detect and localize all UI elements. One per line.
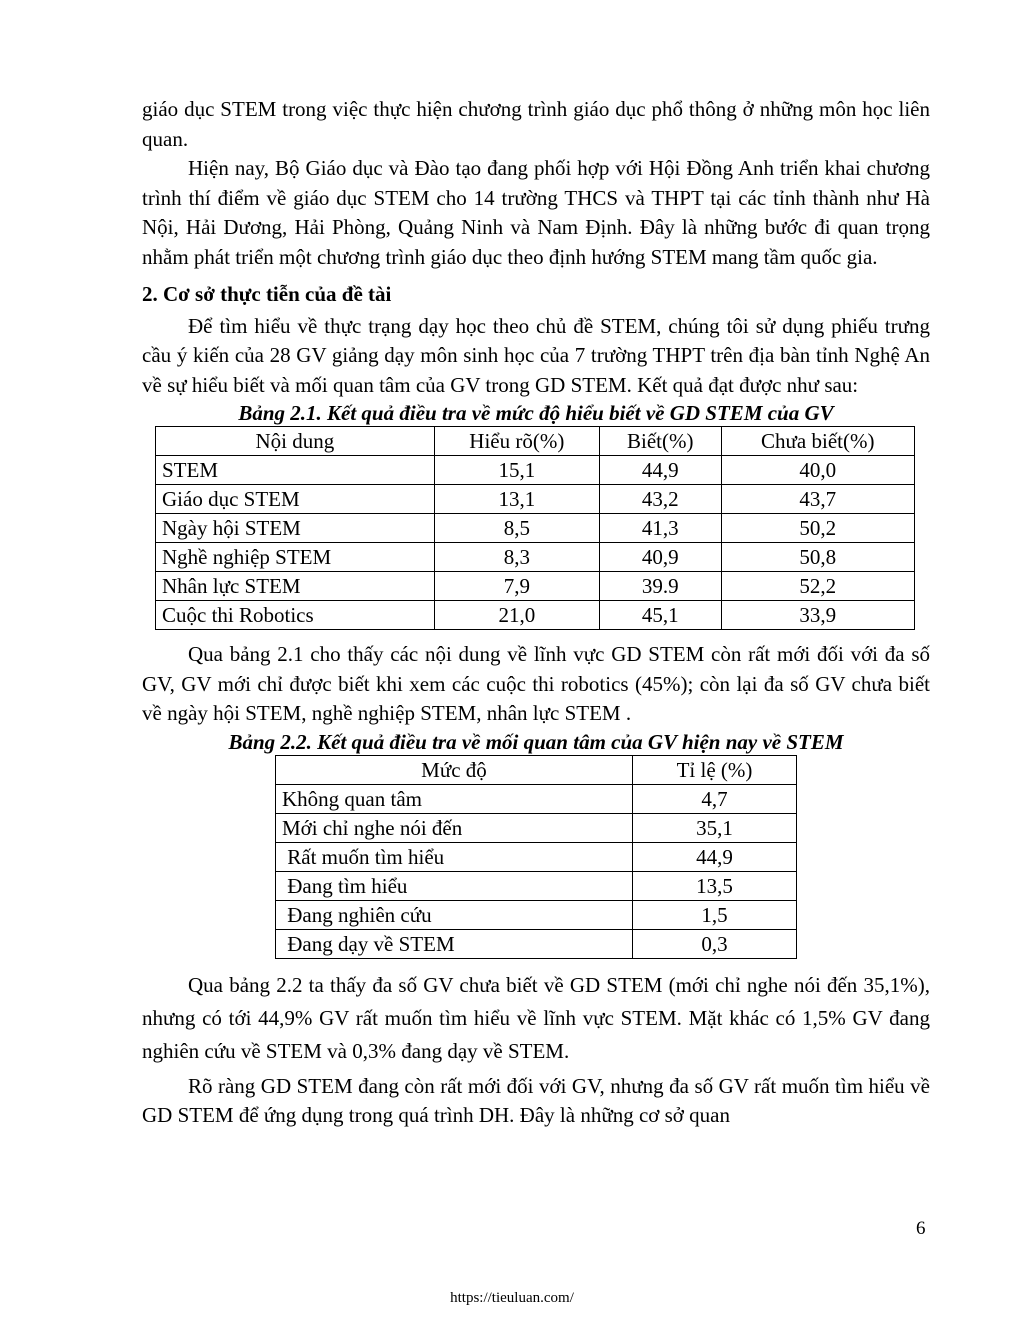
table-cell: 52,2 bbox=[721, 572, 914, 601]
table-cell-label: Nghề nghiệp STEM bbox=[156, 543, 435, 572]
table-cell: 21,0 bbox=[434, 601, 599, 630]
table-cell: 35,1 bbox=[632, 813, 796, 842]
table-cell: 1,5 bbox=[632, 900, 796, 929]
table-row bbox=[156, 514, 915, 543]
table-row bbox=[276, 842, 797, 871]
table-header-cell: Biết(%) bbox=[599, 427, 721, 456]
table-row bbox=[276, 784, 797, 813]
table-cell-label: Mới chỉ nghe nói đến bbox=[276, 813, 633, 842]
table-cell: 13,5 bbox=[632, 871, 796, 900]
table-cell: 39.9 bbox=[599, 572, 721, 601]
table-cell: 44,9 bbox=[599, 456, 721, 485]
table-cell-label: Nhân lực STEM bbox=[156, 572, 435, 601]
table-row bbox=[276, 929, 797, 958]
table-row bbox=[276, 813, 797, 842]
table-cell: 33,9 bbox=[721, 601, 914, 630]
table-cell-label: Đang dạy về STEM bbox=[276, 929, 633, 958]
table1-caption: Bảng 2.1. Kết quả điều tra về mức độ hiểu biết về GD STEM của GV bbox=[238, 401, 834, 425]
table-header-cell: Chưa biết(%) bbox=[721, 427, 914, 456]
table-row bbox=[156, 456, 915, 485]
table-cell: 50,2 bbox=[721, 514, 914, 543]
table-cell-label: Cuộc thi Robotics bbox=[156, 601, 435, 630]
table-cell: 43,2 bbox=[599, 485, 721, 514]
page-number: 6 bbox=[916, 1218, 926, 1239]
table-cell: 44,9 bbox=[632, 842, 796, 871]
table-row bbox=[156, 601, 915, 630]
table-cell: 41,3 bbox=[599, 514, 721, 543]
table-row bbox=[276, 871, 797, 900]
table-cell-label: Ngày hội STEM bbox=[156, 514, 435, 543]
table-interest bbox=[275, 755, 797, 959]
paragraph-conclusion: Rõ ràng GD STEM đang còn rất mới đối với GV, nhưng đa số GV rất muốn tìm hiểu về GD STEM để ứng dụng trong quá trình DH. Đây là những cơ sở quan bbox=[142, 1073, 930, 1127]
footer-url: https://tieuluan.com/ bbox=[450, 1290, 574, 1306]
paragraph-table2-analysis: Qua bảng 2.2 ta thấy đa số GV chưa biết về GD STEM (mới chỉ nghe nói đến 35,1%), nhưng có tới 44,9% GV rất muốn tìm hiểu về lĩnh vực STEM. Mặt khác có 1,5% GV đang nghiên cứu về STEM và 0,3% đang dạy về STEM. bbox=[142, 972, 930, 1063]
table2-caption: Bảng 2.2. Kết quả điều tra về mối quan tâm của GV hiện nay về STEM bbox=[228, 729, 844, 754]
table-cell: 40,0 bbox=[721, 456, 914, 485]
table-header-cell: Hiểu rõ(%) bbox=[434, 427, 599, 456]
paragraph-survey-intro: Để tìm hiểu về thực trạng dạy học theo chủ đề STEM, chúng tôi sử dụng phiếu trưng cầu ý kiến của 28 GV giảng dạy môn sinh học của 7 trường THPT trên địa bàn tỉnh Nghệ An về sự hiểu biết và mối quan tâm của GV trong GD STEM. Kết quả đạt được như sau: bbox=[142, 313, 930, 397]
table-row bbox=[156, 485, 915, 514]
table-understanding bbox=[155, 426, 915, 630]
table-cell: 43,7 bbox=[721, 485, 914, 514]
table-cell-label: Đang tìm hiểu bbox=[276, 871, 633, 900]
table-cell: 4,7 bbox=[632, 784, 796, 813]
table-cell-label: Rất muốn tìm hiểu bbox=[276, 842, 633, 871]
table-cell: 0,3 bbox=[632, 929, 796, 958]
table-cell: 15,1 bbox=[434, 456, 599, 485]
table-header-row bbox=[276, 755, 797, 784]
table-row bbox=[156, 543, 915, 572]
table-header-cell: Nội dung bbox=[156, 427, 435, 456]
table-row bbox=[156, 572, 915, 601]
table-row bbox=[276, 900, 797, 929]
table-cell: 45,1 bbox=[599, 601, 721, 630]
table-cell-label: Giáo dục STEM bbox=[156, 485, 435, 514]
table-cell-label: STEM bbox=[156, 456, 435, 485]
table-cell: 8,3 bbox=[434, 543, 599, 572]
table-cell: 50,8 bbox=[721, 543, 914, 572]
table-header-cell: Mức độ bbox=[276, 755, 633, 784]
document-page bbox=[142, 95, 930, 1131]
paragraph-intro-continued: giáo dục STEM trong việc thực hiện chương trình giáo dục phổ thông ở những môn học liên quan. bbox=[142, 97, 930, 151]
section-heading: 2. Cơ sở thực tiễn của đề tài bbox=[142, 282, 392, 306]
table-cell: 7,9 bbox=[434, 572, 599, 601]
table-header-cell: Tỉ lệ (%) bbox=[632, 755, 796, 784]
table-header-row bbox=[156, 427, 915, 456]
table-cell-label: Đang nghiên cứu bbox=[276, 900, 633, 929]
paragraph-table1-analysis: Qua bảng 2.1 cho thấy các nội dung về lĩnh vực GD STEM còn rất mới đối với đa số GV, GV mới chỉ được biết khi xem các cuộc thi robotics (45%); còn lại đa số GV chưa biết về ngày hội STEM, nghề nghiệp STEM, nhân lực STEM . bbox=[142, 642, 930, 725]
table-cell-label: Không quan tâm bbox=[276, 784, 633, 813]
table-cell: 40,9 bbox=[599, 543, 721, 572]
table-cell: 8,5 bbox=[434, 514, 599, 543]
table-cell: 13,1 bbox=[434, 485, 599, 514]
paragraph-pilot-program: Hiện nay, Bộ Giáo dục và Đào tạo đang phối hợp với Hội Đồng Anh triển khai chương trình thí điểm về giáo dục STEM cho 14 trường THCS và THPT tại các tỉnh thành như Hà Nội, Hải Dương, Hải Phòng, Quảng Ninh và Nam Định. Đây là những bước đi quan trọng nhằm phát triển một chương trình giáo dục theo định hướng STEM mang tầm quốc gia. bbox=[142, 156, 930, 269]
